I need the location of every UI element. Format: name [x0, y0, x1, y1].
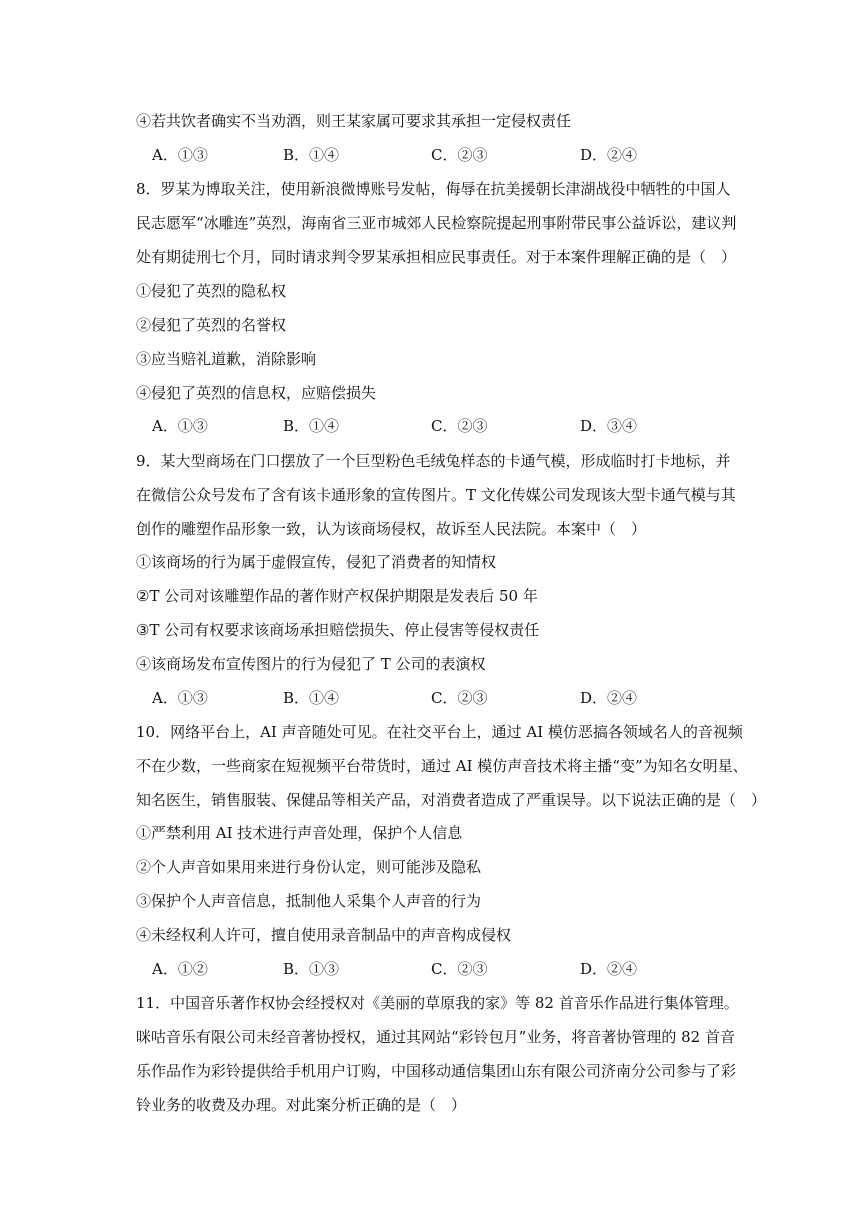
q11-stem-line-1: 11．中国音乐著作权协会经授权对《美丽的草原我的家》等 82 首音乐作品进行集体管理。	[136, 994, 739, 1012]
q11-stem-line-2: 咪咕音乐有限公司未经音著协授权，通过其网站“彩铃包月”业务，将音著协管理的 82 首音	[136, 1028, 735, 1046]
q10-option-d: D．②④	[580, 960, 638, 978]
q10-stem-line-2: 不在少数，一些商家在短视频平台带货时，通过 AI 模仿声音技术将主播“变”为知名女明星、	[136, 757, 748, 775]
q9-statement-4: ④该商场发布宣传图片的行为侵犯了 T 公司的表演权	[136, 655, 486, 673]
q8-option-c: C．②③	[431, 417, 488, 435]
q8-option-a: A．①③	[152, 417, 208, 435]
q8-statement-3: ③应当赔礼道歉，消除影响	[136, 350, 317, 368]
q9-stem-line-2: 在微信公众号发布了含有该卡通形象的宣传图片。T 文化传媒公司发现该大型卡通气模与其	[136, 486, 736, 504]
q11-stem-line-4: 铃业务的收费及办理。对此案分析正确的是（ ）	[136, 1096, 467, 1114]
q8-statement-4: ④侵犯了英烈的信息权，应赔偿损失	[136, 384, 377, 402]
q7-statement-4: ④若共饮者确实不当劝酒，则王某家属可要求其承担一定侵权责任	[136, 112, 572, 130]
q8-stem-line-3: 处有期徒刑七个月，同时请求判令罗某承担相应民事责任。对于本案件理解正确的是（ ）	[136, 248, 737, 266]
q10-statement-1: ①严禁利用 AI 技术进行声音处理，保护个人信息	[136, 824, 463, 842]
q9-option-c: C．②③	[431, 689, 488, 707]
q9-option-b: B．①④	[283, 689, 340, 707]
q9-option-a: A．①③	[152, 689, 208, 707]
q9-option-d: D．②④	[580, 689, 638, 707]
q8-option-d: D．③④	[580, 417, 638, 435]
q7-option-d: D．②④	[580, 146, 638, 164]
q9-statement-2: ②T 公司对该雕塑作品的著作财产权保护期限是发表后 50 年	[136, 587, 538, 605]
q8-stem-line-1: 8．罗某为博取关注，使用新浪微博账号发帖，侮辱在抗美援朝长津湖战役中牺牲的中国人	[136, 180, 731, 198]
q7-option-c: C．②③	[431, 146, 488, 164]
q9-statement-3: ③T 公司有权要求该商场承担赔偿损失、停止侵害等侵权责任	[136, 621, 540, 639]
q10-option-b: B．①③	[283, 960, 340, 978]
q10-stem-line-3: 知名医生，销售服装、保健品等相关产品，对消费者造成了严重误导。以下说法正确的是（ ）	[136, 791, 767, 809]
q9-stem-line-1: 9．某大型商场在门口摆放了一个巨型粉色毛绒兔样态的卡通气模，形成临时打卡地标，并	[136, 452, 731, 470]
q7-option-b: B．①④	[283, 146, 340, 164]
q10-stem-line-1: 10．网络平台上，AI 声音随处可见。在社交平台上，通过 AI 模仿恶搞各领域名人的音视频	[136, 723, 743, 741]
q11-stem-line-3: 乐作品作为彩铃提供给手机用户订购，中国移动通信集团山东有限公司济南分公司参与了彩	[136, 1062, 737, 1080]
q8-option-b: B．①④	[283, 417, 340, 435]
q9-stem-line-3: 创作的雕塑作品形象一致，认为该商场侵权，故诉至人民法院。本案中（ ）	[136, 520, 647, 538]
q8-statement-1: ①侵犯了英烈的隐私权	[136, 282, 287, 300]
q10-option-a: A．①②	[152, 960, 208, 978]
q10-statement-2: ②个人声音如果用来进行身份认定，则可能涉及隐私	[136, 858, 482, 876]
q9-statement-1: ①该商场的行为属于虚假宣传，侵犯了消费者的知情权	[136, 553, 497, 571]
q10-statement-4: ④未经权利人许可，擅自使用录音制品中的声音构成侵权	[136, 926, 512, 944]
q8-stem-line-2: 民志愿军“冰雕连”英烈，海南省三亚市城郊人民检察院提起刑事附带民事公益诉讼，建议判	[136, 214, 737, 232]
q10-statement-3: ③保护个人声音信息，抵制他人采集个人声音的行为	[136, 892, 482, 910]
q8-statement-2: ②侵犯了英烈的名誉权	[136, 316, 287, 334]
q7-option-a: A．①③	[152, 146, 208, 164]
q10-option-c: C．②③	[431, 960, 488, 978]
